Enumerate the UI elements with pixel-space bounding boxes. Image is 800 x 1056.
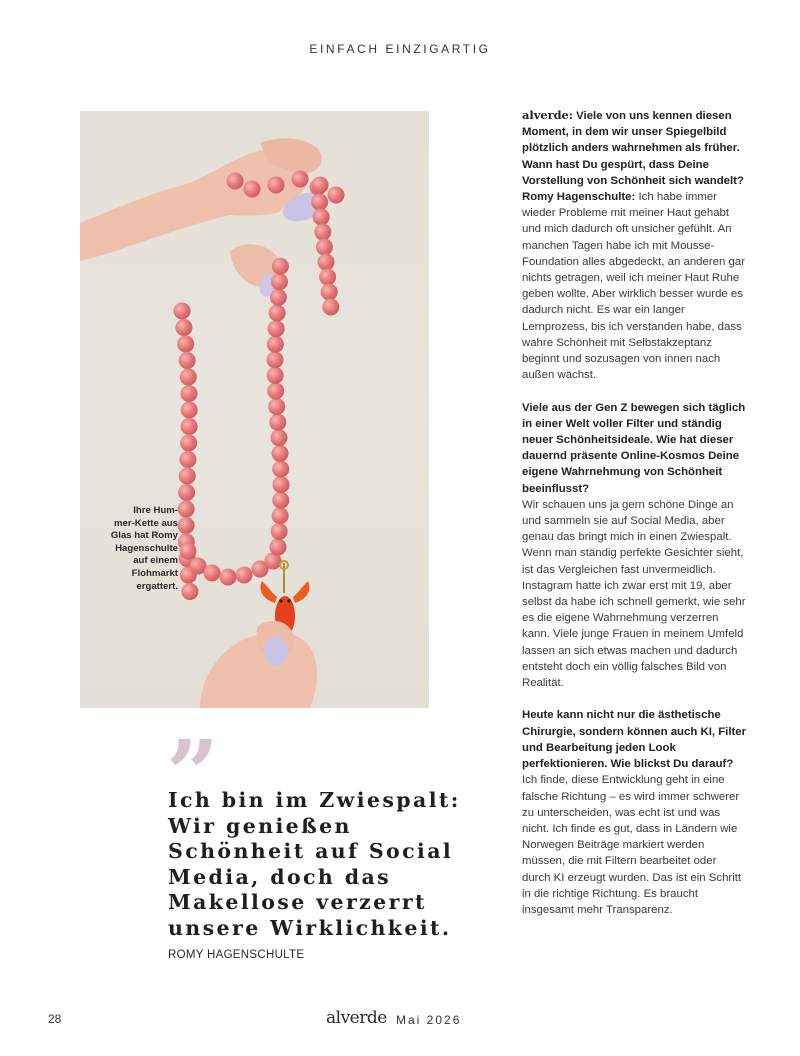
glass-bead bbox=[181, 402, 198, 419]
pull-quote-line: unsere Wirklichkeit. bbox=[168, 915, 452, 940]
glass-bead bbox=[316, 239, 333, 256]
caption-line: Glas hat Romy bbox=[110, 530, 178, 542]
pull-quote-line: Wir genießen bbox=[168, 813, 352, 838]
caption-line: Flohmarkt bbox=[131, 567, 178, 579]
glass-bead bbox=[267, 351, 284, 368]
interview-text bbox=[522, 107, 747, 918]
glass-bead bbox=[174, 303, 191, 320]
upper-hand bbox=[80, 149, 309, 261]
glass-bead bbox=[270, 289, 287, 306]
answer-1-text: Ich habe immer wieder Probleme mit meiner Haut gehabt und mich dadurch oft unsicher gefühlt. An manchen Tagen habe ich mit Mousse-Foundation alles abgedeckt, an anderen gar nichts getragen, weil ich meiner Haut Ruhe geben wollte. Aber wirklich besser wurde es dadurch nicht. Es war ein langer Lernprozess, bis ich verstanden habe, dass wahre Schönheit mit Selbstakzeptanz beginnt und sozusagen von innen nach außen wächst. bbox=[522, 191, 745, 382]
glass-bead bbox=[180, 369, 197, 386]
glass-bead bbox=[269, 305, 286, 322]
section-header: EINFACH EINZIGARTIG bbox=[309, 42, 491, 56]
glass-bead bbox=[312, 177, 329, 194]
glass-bead bbox=[272, 461, 289, 478]
glass-bead bbox=[271, 429, 288, 446]
glass-bead bbox=[179, 352, 196, 369]
page-number: 28 bbox=[48, 1012, 62, 1026]
footer-issue: Mai 2026 bbox=[396, 1013, 462, 1027]
glass-bead bbox=[311, 194, 328, 211]
glass-bead bbox=[181, 418, 198, 435]
glass-bead bbox=[268, 398, 285, 415]
glass-bead bbox=[318, 254, 335, 271]
pull-quote-line: Ich bin im Zwiespalt: bbox=[168, 788, 461, 812]
necklace-photo bbox=[80, 111, 429, 708]
caption-line: Hagenschulte bbox=[115, 542, 178, 554]
glass-bead bbox=[179, 468, 196, 485]
glass-bead bbox=[272, 445, 289, 462]
pull-quote bbox=[168, 788, 488, 942]
glass-bead bbox=[227, 173, 244, 190]
answer-2: Wir schauen uns ja gern schöne Dinge an und sammeln sie auf Social Media, aber genau das bringt mich in einen Zwiespalt. Wenn man ständig perfekte Gesichter sieht, ist das Vergleichen fast unvermeidlich. Instagram hatte ich zwar erst mit 19, aber selbst da habe ich schnell gemerkt, wie sehr es die eigene Wahrnehmung verzerren kann. Viele junge Frauen in meinem Umfeld lassen an sich etwas machen und dadurch entsteht doch ein völlig falsches Bild von Realität. bbox=[522, 498, 746, 690]
glass-bead bbox=[180, 543, 197, 560]
glass-bead bbox=[178, 484, 195, 501]
glass-bead bbox=[220, 569, 237, 586]
question-1-text: Viele von uns kennen diesen Moment, in dem wir unser Spiegelbild plötzlich anders wahrnehmen als früher. Wann hast Du gespürt, dass Deine Vorstellung von Schönheit sich wandelt? bbox=[522, 110, 744, 187]
glass-bead bbox=[180, 385, 197, 402]
lower-nail bbox=[264, 636, 288, 666]
glass-bead bbox=[271, 523, 288, 540]
question-3: Heute kann nicht nur die ästhetische Chirurgie, sondern können auch KI, Filter und Bearbeitung jeden Look perfektionieren. Wie blickst Du darauf? bbox=[522, 709, 747, 771]
glass-bead bbox=[180, 435, 197, 452]
necklace-illustration bbox=[80, 111, 429, 708]
answer-1 bbox=[522, 189, 747, 383]
caption-line: ergattert. bbox=[136, 580, 178, 592]
glass-bead bbox=[322, 299, 339, 316]
glass-bead bbox=[292, 171, 309, 188]
glass-bead bbox=[267, 367, 284, 384]
glass-bead bbox=[319, 269, 336, 286]
glass-bead bbox=[267, 383, 284, 400]
glass-bead bbox=[178, 501, 195, 518]
pull-quote-line: Schönheit auf Social bbox=[168, 839, 454, 864]
caption-line: auf einem bbox=[133, 555, 178, 567]
glass-bead bbox=[328, 187, 345, 204]
pull-quote-line: Makellose verzerrt bbox=[168, 890, 427, 915]
answer-3: Ich finde, diese Entwicklung geht in eine falsche Richtung – es wird immer schwerer zu unterscheiden, was echt ist und was nicht. Ich finde es gut, dass in Ländern wie Norwegen Beiträge markiert werden müssen, die mit Filtern bearbeitet oder durch KI erzeugt wurden. Das ist ein Schritt in die richtige Richtung. Es braucht insgesamt mehr Transparenz. bbox=[522, 774, 742, 916]
glass-bead bbox=[179, 451, 196, 468]
interviewer-brand: alverde: bbox=[522, 108, 573, 122]
glass-bead bbox=[269, 414, 286, 431]
glass-bead bbox=[177, 336, 194, 353]
caption-line: mer-Kette aus bbox=[114, 517, 178, 529]
speaker-name: Romy Hagenschulte: bbox=[522, 191, 636, 204]
glass-bead bbox=[204, 565, 221, 582]
question-2: Viele aus der Gen Z bewegen sich täglich in einer Welt voller Filter und ständig neuer Schönheitsideale. Wie hat dieser dauernd präsente Online-Kosmos Deine eigene Wahrnehmung von Schönheit beeinflusst? bbox=[522, 401, 746, 495]
glass-bead bbox=[272, 507, 289, 524]
glass-bead bbox=[313, 209, 330, 226]
glass-bead bbox=[268, 177, 285, 194]
glass-bead bbox=[321, 284, 338, 301]
footer-brand-logo: alverde bbox=[326, 1008, 387, 1028]
glass-bead bbox=[244, 181, 261, 198]
pull-quote-line: Media, doch das bbox=[168, 864, 392, 889]
glass-bead bbox=[268, 320, 285, 337]
glass-bead bbox=[270, 539, 287, 556]
quote-mark: ” bbox=[166, 720, 219, 828]
glass-bead bbox=[181, 583, 198, 600]
glass-bead bbox=[267, 336, 284, 353]
glass-bead bbox=[272, 492, 289, 509]
glass-bead bbox=[272, 258, 289, 275]
pull-quote-author: ROMY HAGENSCHULTE bbox=[168, 949, 305, 961]
question-1 bbox=[522, 107, 747, 189]
glass-bead bbox=[236, 567, 253, 584]
glass-bead bbox=[178, 517, 195, 534]
glass-bead bbox=[271, 273, 288, 290]
glass-bead bbox=[175, 319, 192, 336]
glass-bead bbox=[272, 476, 289, 493]
glass-bead bbox=[314, 224, 331, 241]
photo-caption bbox=[98, 505, 178, 593]
caption-line: Ihre Hum- bbox=[133, 505, 178, 516]
necklace-beads bbox=[174, 171, 345, 601]
